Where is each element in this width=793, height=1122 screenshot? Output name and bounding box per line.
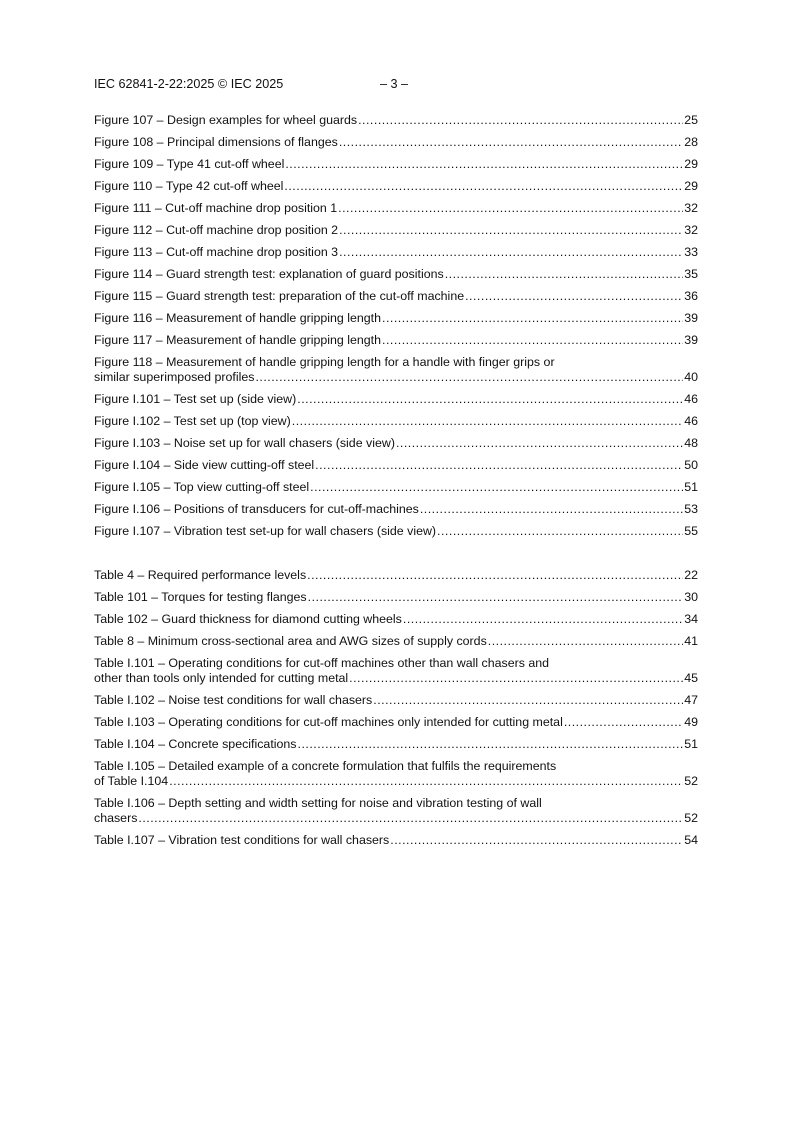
dot-leader xyxy=(390,833,683,848)
dot-leader xyxy=(285,157,683,172)
figure-entry-page: 53 xyxy=(684,502,698,516)
figure-entry-page: 39 xyxy=(684,311,698,325)
table-entry-page: 52 xyxy=(684,774,698,788)
figure-entry-page: 40 xyxy=(684,370,698,384)
figure-entry[interactable] xyxy=(94,113,698,128)
dot-leader xyxy=(465,289,683,304)
dot-leader xyxy=(396,436,683,451)
dot-leader xyxy=(403,612,683,627)
table-entry-title: Table 102 – Guard thickness for diamond cutting wheels xyxy=(94,612,402,626)
table-entry-page: 49 xyxy=(684,715,698,729)
table-entry-title-continued: chasers xyxy=(94,811,138,825)
figure-entry-page: 35 xyxy=(684,267,698,281)
figure-entry-page: 55 xyxy=(684,524,698,538)
dot-leader xyxy=(358,113,683,128)
table-entry-page: 47 xyxy=(684,693,698,707)
dot-leader xyxy=(382,333,683,348)
table-entry-page: 51 xyxy=(684,737,698,751)
figure-entry[interactable] xyxy=(94,157,698,172)
figure-entry[interactable] xyxy=(94,480,698,495)
figure-entry[interactable] xyxy=(94,201,698,216)
table-entry-title: Table 4 – Required performance levels xyxy=(94,568,307,582)
page-number: – 3 – xyxy=(380,77,409,91)
figure-entry-title: Figure I.101 – Test set up (side view) xyxy=(94,392,297,406)
figure-entry-title: Figure 115 – Guard strength test: preparation of the cut-off machine xyxy=(94,289,465,303)
figure-entry-title: Figure I.105 – Top view cutting-off steel xyxy=(94,480,310,494)
figure-entry-title: Figure 114 – Guard strength test: explanation of guard positions xyxy=(94,267,444,281)
table-entry[interactable] xyxy=(94,634,698,649)
table-entry-page: 22 xyxy=(684,568,698,582)
figure-entry-title: Figure 111 – Cut-off machine drop position 1 xyxy=(94,201,338,215)
dot-leader xyxy=(308,590,684,605)
table-entry-title: Table I.105 – Detailed example of a concrete formulation that fulfils the requirements xyxy=(94,759,557,773)
figure-entry-page: 32 xyxy=(684,201,698,215)
figure-entry-title-continued: similar superimposed profiles xyxy=(94,370,255,384)
table-entry[interactable] xyxy=(94,833,698,848)
figure-entry[interactable] xyxy=(94,311,698,326)
table-entry-page: 34 xyxy=(684,612,698,626)
figure-entry-title: Figure 117 – Measurement of handle gripping length xyxy=(94,333,382,347)
figure-entry-page: 28 xyxy=(684,135,698,149)
dot-leader xyxy=(564,715,683,730)
figure-entry-page: 29 xyxy=(684,179,698,193)
figure-entry[interactable] xyxy=(94,458,698,473)
figure-entry-title: Figure I.106 – Positions of transducers for cut-off-machines xyxy=(94,502,419,516)
figure-entry-title: Figure 109 – Type 41 cut-off wheel xyxy=(94,157,285,171)
figure-entry[interactable] xyxy=(94,392,698,407)
figure-entry[interactable] xyxy=(94,436,698,451)
figure-entry-page: 51 xyxy=(684,480,698,494)
figure-entry-title: Figure I.107 – Vibration test set-up for wall chasers (side view) xyxy=(94,524,437,538)
dot-leader xyxy=(373,693,683,708)
figure-entry-page: 46 xyxy=(684,414,698,428)
table-entry-page: 52 xyxy=(684,811,698,825)
table-entry-title: Table I.103 – Operating conditions for cut-off machines only intended for cutting metal xyxy=(94,715,563,729)
figure-entry[interactable] xyxy=(94,267,698,282)
dot-leader xyxy=(349,671,683,686)
table-entry[interactable] xyxy=(94,737,698,752)
figure-entry-title: Figure 112 – Cut-off machine drop position 2 xyxy=(94,223,339,237)
document-id: IEC 62841-2-22:2025 © IEC 2025 xyxy=(94,77,284,91)
dot-leader xyxy=(338,201,683,216)
table-entry-page: 41 xyxy=(684,634,698,648)
table-entry-page: 45 xyxy=(684,671,698,685)
figure-entry-page: 25 xyxy=(684,113,698,127)
dot-leader xyxy=(382,311,683,326)
dot-leader xyxy=(445,267,684,282)
list-of-figures xyxy=(94,113,698,546)
figure-entry-page: 33 xyxy=(684,245,698,259)
table-entry[interactable] xyxy=(94,612,698,627)
figure-entry-page: 50 xyxy=(684,458,698,472)
figure-entry-title: Figure 113 – Cut-off machine drop position 3 xyxy=(94,245,339,259)
dot-leader xyxy=(488,634,683,649)
figure-entry[interactable] xyxy=(94,245,698,260)
dot-leader xyxy=(169,774,683,789)
figure-entry[interactable] xyxy=(94,414,698,429)
dot-leader xyxy=(284,179,683,194)
figure-entry-title: Figure 108 – Principal dimensions of flanges xyxy=(94,135,338,149)
figure-entry-page: 36 xyxy=(684,289,698,303)
table-entry-title-continued: other than tools only intended for cutting metal xyxy=(94,671,349,685)
table-entry-title: Table I.101 – Operating conditions for cut-off machines other than wall chasers and xyxy=(94,656,550,670)
figure-entry-title: Figure I.104 – Side view cutting-off steel xyxy=(94,458,315,472)
dot-leader xyxy=(297,392,683,407)
dot-leader xyxy=(298,737,684,752)
table-entry-page: 54 xyxy=(684,833,698,847)
dot-leader xyxy=(307,568,683,583)
figure-entry-page: 48 xyxy=(684,436,698,450)
figure-entry[interactable] xyxy=(94,502,698,517)
figure-entry-page: 29 xyxy=(684,157,698,171)
dot-leader xyxy=(315,458,683,473)
dot-leader xyxy=(437,524,683,539)
dot-leader xyxy=(255,370,683,385)
figure-entry[interactable] xyxy=(94,355,698,385)
table-entry-title: Table I.107 – Vibration test conditions for wall chasers xyxy=(94,833,390,847)
dot-leader xyxy=(339,223,683,238)
dot-leader xyxy=(420,502,683,517)
table-entry-title: Table I.104 – Concrete specifications xyxy=(94,737,297,751)
dot-leader xyxy=(339,135,683,150)
table-entry-title: Table I.102 – Noise test conditions for wall chasers xyxy=(94,693,373,707)
table-entry[interactable] xyxy=(94,693,698,708)
table-entry[interactable] xyxy=(94,759,698,789)
table-entry[interactable] xyxy=(94,590,698,605)
dot-leader xyxy=(138,811,683,826)
figure-entry-title: Figure 118 – Measurement of handle gripping length for a handle with finger grips or xyxy=(94,355,555,369)
table-entry-title-continued: of Table I.104 xyxy=(94,774,169,788)
table-entry[interactable] xyxy=(94,656,698,686)
table-entry-title: Table 8 – Minimum cross-sectional area and AWG sizes of supply cords xyxy=(94,634,487,648)
table-entry-title: Table 101 – Torques for testing flanges xyxy=(94,590,307,604)
table-entry-title: Table I.106 – Depth setting and width setting for noise and vibration testing of wall xyxy=(94,796,542,810)
figure-entry-page: 39 xyxy=(684,333,698,347)
dot-leader xyxy=(292,414,683,429)
figure-entry[interactable] xyxy=(94,135,698,150)
dot-leader xyxy=(339,245,683,260)
figure-entry-title: Figure 107 – Design examples for wheel guards xyxy=(94,113,358,127)
list-of-tables xyxy=(94,568,698,855)
table-entry[interactable] xyxy=(94,715,698,730)
figure-entry-page: 46 xyxy=(684,392,698,406)
table-entry[interactable] xyxy=(94,568,698,583)
page-header xyxy=(94,76,698,92)
figure-entry-title: Figure 116 – Measurement of handle gripping length xyxy=(94,311,382,325)
figure-entry-page: 32 xyxy=(684,223,698,237)
figure-entry[interactable] xyxy=(94,289,698,304)
table-entry[interactable] xyxy=(94,796,698,826)
figure-entry[interactable] xyxy=(94,223,698,238)
figure-entry[interactable] xyxy=(94,179,698,194)
dot-leader xyxy=(310,480,683,495)
figure-entry-title: Figure 110 – Type 42 cut-off wheel xyxy=(94,179,284,193)
table-entry-page: 30 xyxy=(684,590,698,604)
figure-entry[interactable] xyxy=(94,524,698,539)
figure-entry-title: Figure I.103 – Noise set up for wall chasers (side view) xyxy=(94,436,395,450)
figure-entry[interactable] xyxy=(94,333,698,348)
figure-entry-title: Figure I.102 – Test set up (top view) xyxy=(94,414,291,428)
